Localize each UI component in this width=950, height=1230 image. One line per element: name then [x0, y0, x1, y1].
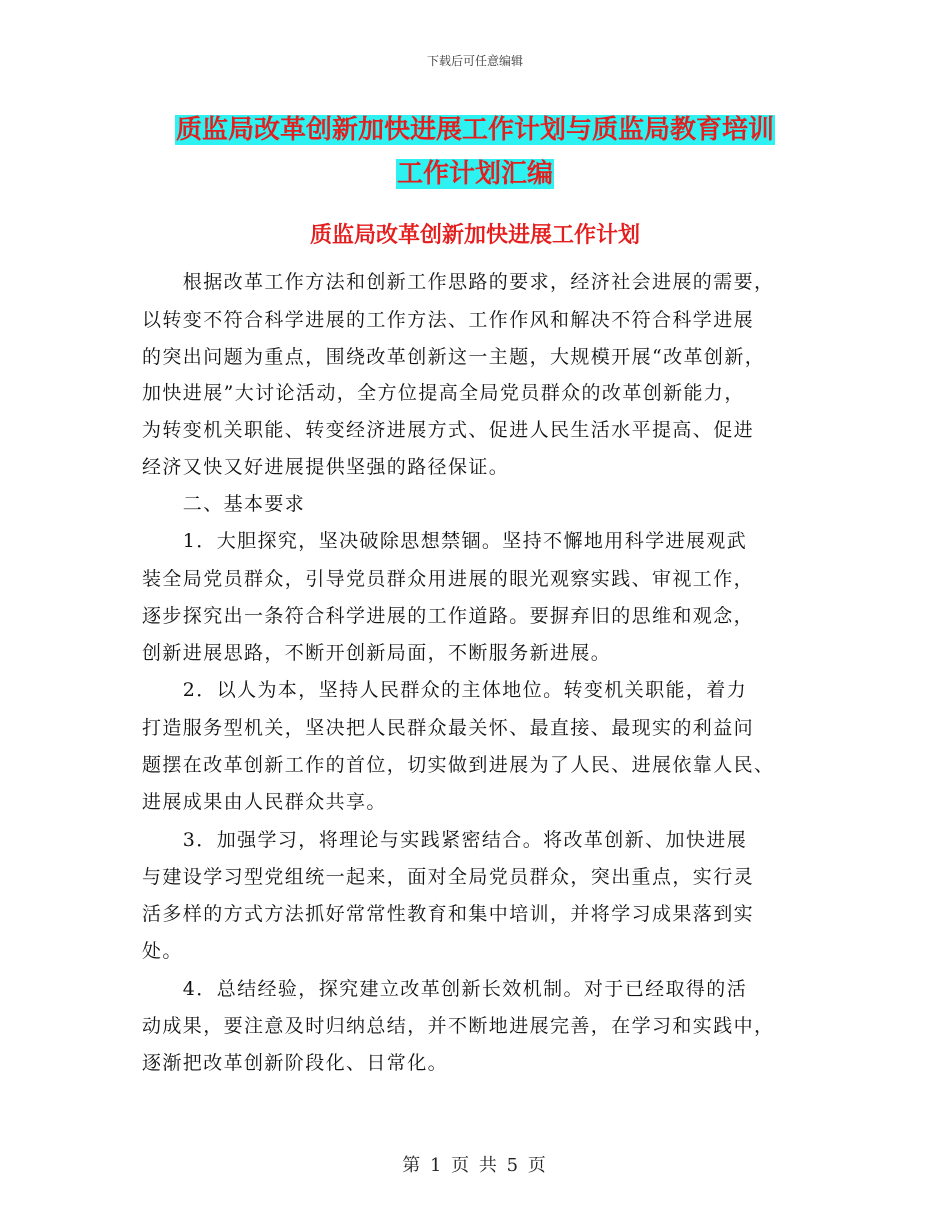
body-text-line: 根据改革工作方法和创新工作思路的要求，经济社会进展的需要， — [142, 271, 775, 293]
body-text-line: 1．大胆探究，坚决破除思想禁锢。坚持不懈地用科学进展观武 — [142, 530, 748, 552]
section-title: 质监局改革创新加快进展工作计划 — [309, 223, 640, 248]
body-text-line: 二、基本要求 — [142, 493, 306, 515]
body-text-line: 进展成果由人民群众共享。 — [142, 791, 387, 813]
body-text-line: 以转变不符合科学进展的工作方法、工作作风和解决不符合科学进展 — [142, 309, 755, 331]
body-text-line: 逐步探究出一条符合科学进展的工作道路。要摒弃旧的思维和观念， — [142, 605, 755, 627]
body-text-line: 动成果，要注意及时归纳总结，并不断地进展完善，在学习和实践中， — [142, 1015, 775, 1037]
body-text-line: 的突出问题为重点，围绕改革创新这一主题，大规模开展“改革创新， — [142, 346, 766, 368]
body-text-line: 加快进展”大讨论活动，全方位提高全局党员群众的改革创新能力， — [142, 382, 745, 404]
header-note: 下载后可任意编辑 — [426, 54, 523, 68]
body-text-line: 经济又快又好进展提供坚强的路径保证。 — [142, 456, 510, 478]
page-footer: 第 1 页 共 5 页 — [402, 1155, 548, 1176]
body-text-line: 处。 — [142, 940, 183, 962]
body-text-line: 创新进展思路，不断开创新局面，不断服务新进展。 — [142, 642, 612, 664]
body-text-line: 与建设学习型党组统一起来，面对全局党员群众，突出重点，实行灵 — [142, 866, 755, 888]
body-text-line: 为转变机关职能、转变经济进展方式、促进人民生活水平提高、促进 — [142, 419, 755, 441]
body-text-line: 打造服务型机关，坚决把人民群众最关怀、最直接、最现实的利益问 — [142, 717, 755, 739]
document-title-line-1: 质监局改革创新加快进展工作计划与质监局教育培训 — [175, 115, 774, 145]
body-text-line: 活多样的方式方法抓好常常性教育和集中培训，并将学习成果落到实 — [142, 903, 755, 925]
document-title-line-2: 工作计划汇编 — [396, 159, 553, 189]
body-text-line: 3．加强学习，将理论与实践紧密结合。将改革创新、加快进展 — [142, 829, 748, 851]
body-text-line: 4．总结经验，探究建立改革创新长效机制。对于已经取得的活 — [142, 978, 748, 1000]
body-text-line: 装全局党员群众，引导党员群众用进展的眼光观察实践、审视工作， — [142, 568, 755, 590]
body-text-line: 逐渐把改革创新阶段化、日常化。 — [142, 1052, 449, 1074]
body-text-line: 题摆在改革创新工作的首位，切实做到进展为了人民、进展依靠人民、 — [142, 754, 775, 776]
body-text-line: 2．以人为本，坚持人民群众的主体地位。转变机关职能，着力 — [142, 679, 748, 701]
